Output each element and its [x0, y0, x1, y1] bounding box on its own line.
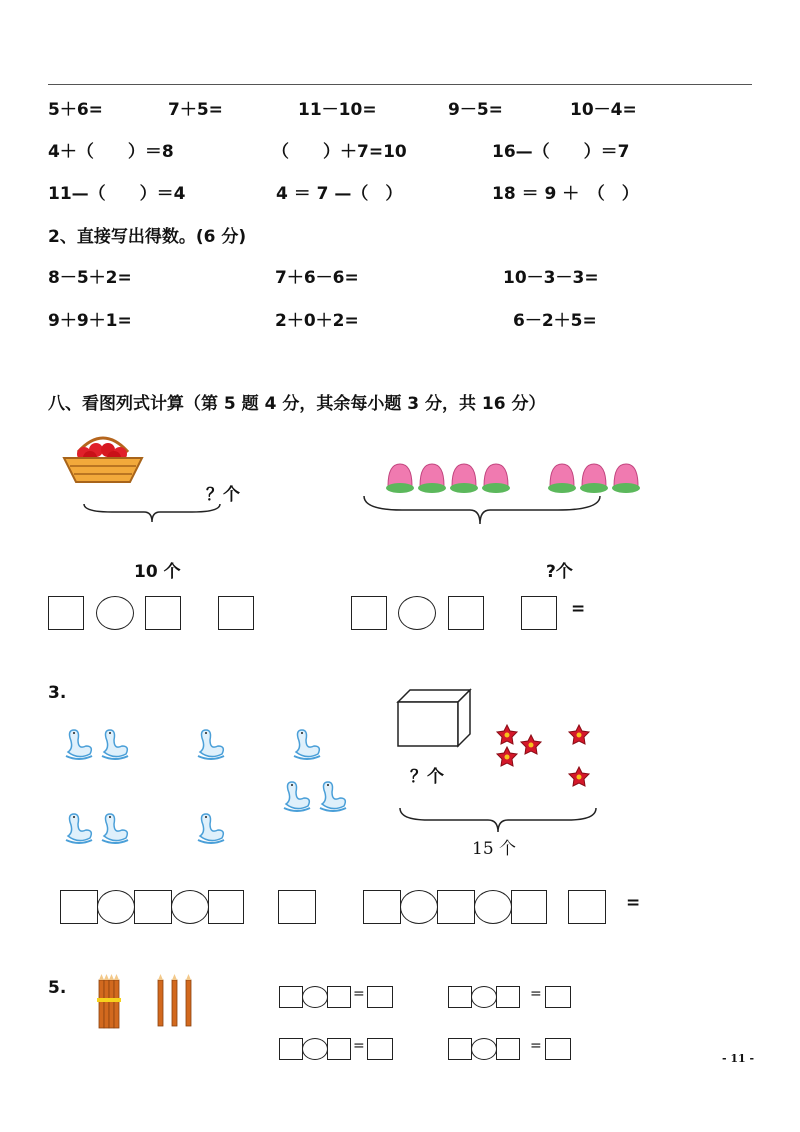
q3b-circle-2[interactable]	[474, 890, 512, 924]
s1-r2-c3: 16—（ ）＝7	[492, 142, 630, 162]
peach-group-right-icon	[546, 460, 642, 496]
q5-r1b-box-answer[interactable]	[545, 986, 571, 1008]
q5-r2a-circle[interactable]	[302, 1038, 328, 1060]
q3a-box-3[interactable]	[208, 890, 244, 924]
q3-equals: =	[626, 893, 641, 913]
q5-r2a-box-2[interactable]	[327, 1038, 351, 1060]
swan-icon	[282, 778, 312, 814]
q3-number: 3.	[48, 683, 67, 703]
q2-equals: =	[571, 599, 586, 619]
flower-icon	[568, 766, 590, 788]
section2-heading: 2、直接写出得数。(6 分)	[48, 227, 247, 247]
swan-icon	[100, 726, 130, 762]
q5-r1b-circle[interactable]	[471, 986, 497, 1008]
swan-icon	[318, 778, 348, 814]
q5-r1a-equals: =	[353, 986, 365, 1002]
q5-r1b-box-1[interactable]	[448, 986, 472, 1008]
q3a-box-answer[interactable]	[278, 890, 316, 924]
q1-total-label: 10 个	[134, 562, 181, 582]
s2-r1-c2: 7＋6－6=	[275, 268, 359, 288]
q3-total-label: 15 个	[472, 839, 517, 859]
q2-total-label: ?个	[546, 562, 573, 582]
flower-icon	[520, 734, 542, 756]
q3a-circle-1[interactable]	[97, 890, 135, 924]
q2-circle[interactable]	[398, 596, 436, 630]
s2-r2-c1: 9＋9＋1=	[48, 311, 132, 331]
q5-r1a-box-2[interactable]	[327, 986, 351, 1008]
q1-box-1[interactable]	[48, 596, 84, 630]
s1-r3-c3: 18 ＝ 9 ＋ （ ）	[492, 184, 639, 204]
q3-unknown-label: ？个	[410, 767, 444, 787]
s2-r1-c3: 10－3－3=	[503, 268, 599, 288]
q5-r1b-equals: =	[530, 986, 542, 1002]
q5-r1a-circle[interactable]	[302, 986, 328, 1008]
q1-circle[interactable]	[96, 596, 134, 630]
swan-icon	[64, 726, 94, 762]
q5-r1b-box-2[interactable]	[496, 986, 520, 1008]
top-rule	[48, 84, 752, 85]
q1-box-answer[interactable]	[218, 596, 254, 630]
pencils-icon	[154, 972, 196, 1028]
q3-brace	[398, 806, 598, 836]
q3a-box-2[interactable]	[134, 890, 172, 924]
page-number: - 11 -	[722, 1052, 755, 1065]
q2-box-2[interactable]	[448, 596, 484, 630]
peach-group-left-icon	[384, 460, 512, 496]
swan-icon	[100, 810, 130, 846]
q3b-circle-1[interactable]	[400, 890, 438, 924]
q5-r2b-equals: =	[530, 1038, 542, 1054]
q5-number: 5.	[48, 978, 67, 998]
q3b-box-answer[interactable]	[568, 890, 606, 924]
s2-r2-c3: 6－2＋5=	[513, 311, 597, 331]
q5-r2b-circle[interactable]	[471, 1038, 497, 1060]
flower-icon	[496, 746, 518, 768]
q3b-box-3[interactable]	[511, 890, 547, 924]
s2-r2-c2: 2＋0＋2=	[275, 311, 359, 331]
flower-icon	[496, 724, 518, 746]
section8-heading: 八、看图列式计算（第 5 题 4 分，其余每小题 3 分，共 16 分）	[48, 394, 546, 414]
s1-r2-c2: （ ）＋7=10	[272, 142, 407, 162]
box-icon	[396, 686, 472, 748]
q5-r2b-box-1[interactable]	[448, 1038, 472, 1060]
s1-r1-c2: 7＋5=	[168, 100, 223, 120]
s1-r1-c3: 11－10=	[298, 100, 377, 120]
q3a-box-1[interactable]	[60, 890, 98, 924]
q5-r1a-box-answer[interactable]	[367, 986, 393, 1008]
s1-r2-c1: 4＋（ ）＝8	[48, 142, 174, 162]
q5-r2a-box-1[interactable]	[279, 1038, 303, 1060]
q2-brace	[362, 494, 602, 528]
q1-box-2[interactable]	[145, 596, 181, 630]
swan-icon	[292, 726, 322, 762]
q3a-circle-2[interactable]	[171, 890, 209, 924]
s2-r1-c1: 8－5＋2=	[48, 268, 132, 288]
flower-icon	[568, 724, 590, 746]
s1-r1-c4: 9－5=	[448, 100, 503, 120]
q3b-box-1[interactable]	[363, 890, 401, 924]
fruit-basket-icon	[58, 428, 148, 486]
swan-icon	[64, 810, 94, 846]
s1-r3-c2: 4 ＝ 7 —（ ）	[276, 184, 403, 204]
s1-r1-c5: 10－4=	[570, 100, 637, 120]
q5-r2b-box-answer[interactable]	[545, 1038, 571, 1060]
s1-r3-c1: 11—（ ）＝4	[48, 184, 186, 204]
q5-r1a-box-1[interactable]	[279, 986, 303, 1008]
q1-brace	[82, 500, 222, 526]
pencil-bundle-icon	[96, 972, 124, 1030]
q5-r2b-box-2[interactable]	[496, 1038, 520, 1060]
s1-r1-c1: 5＋6=	[48, 100, 103, 120]
q2-box-1[interactable]	[351, 596, 387, 630]
q1-unknown-label: ？个	[206, 485, 240, 505]
q2-box-answer[interactable]	[521, 596, 557, 630]
q3b-box-2[interactable]	[437, 890, 475, 924]
swan-icon	[196, 810, 226, 846]
q5-r2a-equals: =	[353, 1038, 365, 1054]
q5-r2a-box-answer[interactable]	[367, 1038, 393, 1060]
swan-icon	[196, 726, 226, 762]
